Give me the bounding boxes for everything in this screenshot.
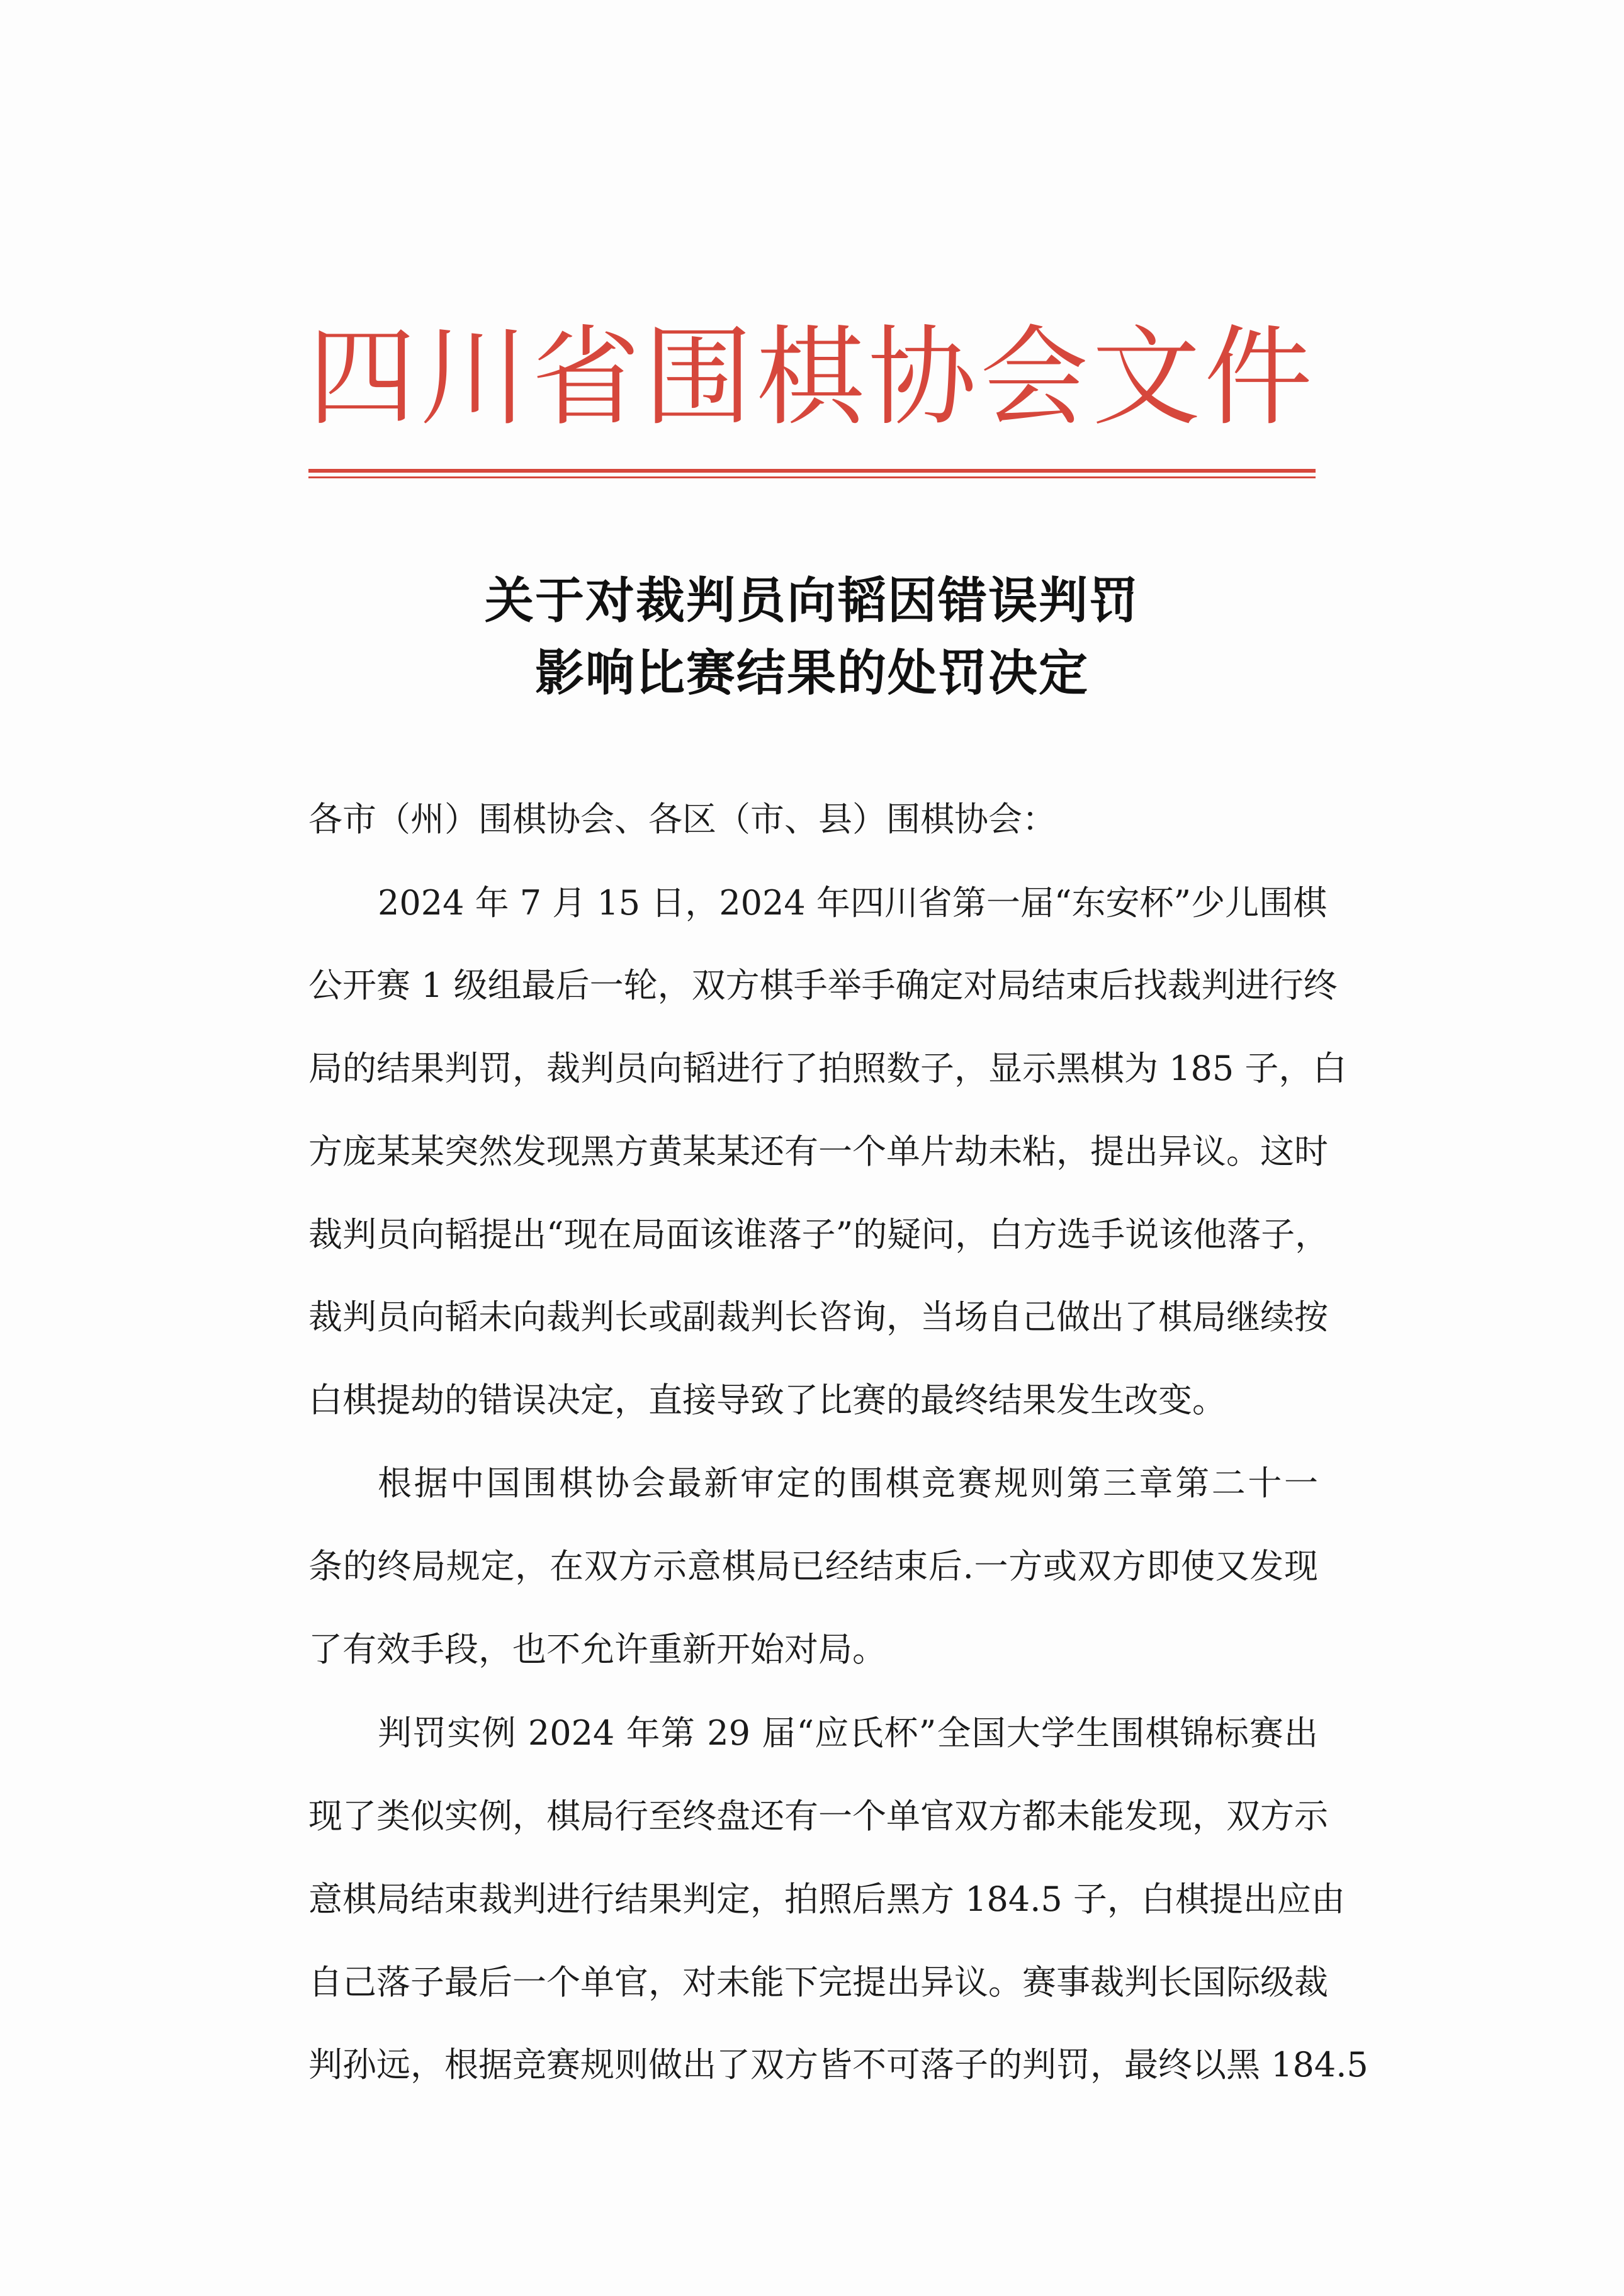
paragraph-2-line-1: 根据中国围棋协会最新审定的围棋竞赛规则第三章第二十一: [378, 1463, 1318, 1503]
paragraph-3-line-4: 自己落子最后一个单官，对未能下完提出异议。赛事裁判长国际级裁: [308, 1962, 1328, 2002]
paragraph-1-line-4: 方庞某某突然发现黑方黄某某还有一个单片劫未粘，提出异议。这时: [308, 1132, 1328, 1171]
document-title-line-1: 关于对裁判员向韬因错误判罚: [484, 573, 1139, 629]
paragraph-2-line-3: 了有效手段，也不允许重新开始对局。: [308, 1629, 886, 1669]
paragraph-1-line-5: 裁判员向韬提出“现在局面该谁落子”的疑问，白方选手说该他落子，: [308, 1215, 1329, 1254]
paragraph-2-line-2: 条的终局规定，在双方示意棋局已经结束后.一方或双方即使又发现: [308, 1546, 1318, 1586]
salutation: 各市（州）围棋协会、各区（市、县）围棋协会：: [308, 799, 1056, 839]
header-red-rule-thin: [308, 476, 1316, 478]
paragraph-3-line-3: 意棋局结束裁判进行结果判定，拍照后黑方 184.5 子，白棋提出应由: [308, 1879, 1345, 1919]
paragraph-3-line-1: 判罚实例 2024 年第 29 届“应氏杯”全国大学生围棋锦标赛出: [378, 1713, 1318, 1753]
paragraph-1-line-7: 白棋提劫的错误决定，直接导致了比赛的最终结果发生改变。: [308, 1380, 1226, 1420]
paragraph-1-line-6: 裁判员向韬未向裁判长或副裁判长咨询，当场自己做出了棋局继续按: [308, 1297, 1328, 1337]
paragraph-1-line-1: 2024 年 7 月 15 日，2024 年四川省第一届“东安杯”少儿围棋: [378, 883, 1328, 923]
paragraph-3-line-5: 判孙远，根据竞赛规则做出了双方皆不可落子的判罚，最终以黑 184.5: [308, 2045, 1368, 2085]
paragraph-1-line-2: 公开赛 1 级组最后一轮，双方棋手举手确定对局结束后找裁判进行终: [308, 965, 1338, 1005]
header-red-rule: [308, 469, 1316, 473]
paragraph-3-line-2: 现了类似实例，棋局行至终盘还有一个单官双方都未能发现，双方示: [308, 1796, 1328, 1836]
paragraph-1-line-3: 局的结果判罚，裁判员向韬进行了拍照数子，显示黑棋为 185 子，白: [308, 1049, 1347, 1088]
document-header-title: 四川省围棋协会文件: [308, 314, 1316, 441]
document-title-line-2: 影响比赛结果的处罚决定: [534, 645, 1089, 702]
